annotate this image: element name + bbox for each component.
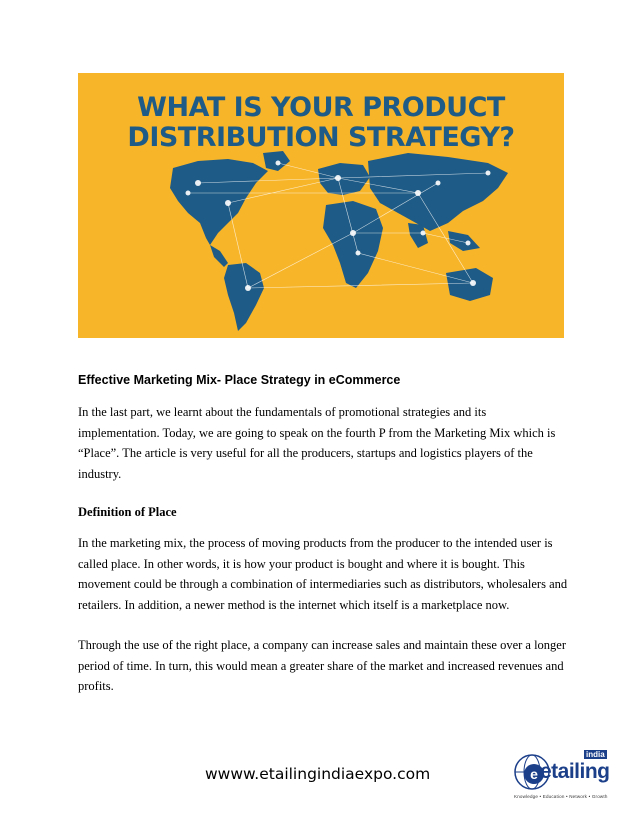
hero-title-line1: WHAT IS YOUR PRODUCT xyxy=(137,92,505,123)
footer-url: wwww.etailingindiaexpo.com xyxy=(205,765,431,783)
logo-tagline: Knowledge • Education • Network • Growth xyxy=(514,794,608,799)
svg-text:e: e xyxy=(530,766,538,782)
hero-title xyxy=(78,93,564,153)
article-title: Effective Marketing Mix- Place Strategy in eCommerce xyxy=(78,373,401,387)
paragraph-definition: In the marketing mix, the process of moving products from the producer to the intended user is called place. In other words, it is how your product is bought and where it is bought. This movement could be through a combination of intermediaries such as distributors, wholesalers and retailers. In addition, a newer method is the internet which itself is a marketplace now. xyxy=(78,536,568,612)
section-heading-definition: Definition of Place xyxy=(78,505,177,519)
logo-badge: india xyxy=(586,750,605,759)
hero-image xyxy=(78,73,564,338)
etailing-logo xyxy=(512,750,610,802)
logo-text: etailing xyxy=(540,760,610,783)
paragraph-benefits: Through the use of the right place, a company can increase sales and maintain these over a longer period of time. In turn, this would mean a greater share of the market and increased revenues and profits. xyxy=(78,638,567,693)
paragraph-intro: In the last part, we learnt about the fundamentals of promotional strategies and its implementation. Today, we are going to speak on the fourth P from the Marketing Mix which is “Place”. The article is very useful for all the producers, startups and logistics players of the industry. xyxy=(78,405,556,481)
hero-title-line2: DISTRIBUTION STRATEGY? xyxy=(127,122,515,153)
